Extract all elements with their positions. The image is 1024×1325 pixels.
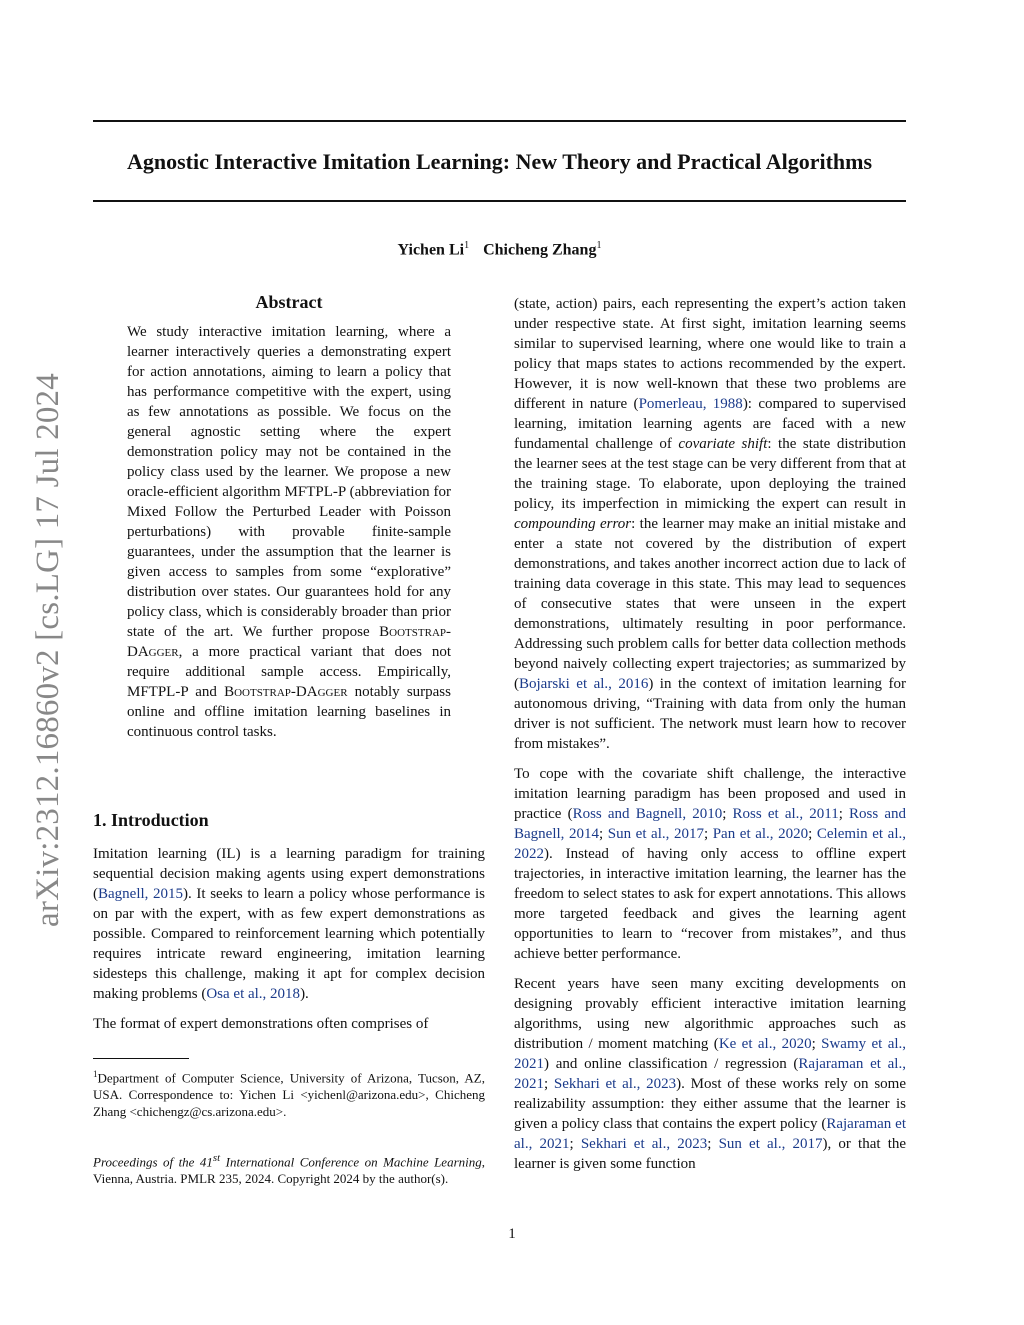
citation-link[interactable]: Bojarski et al., 2016	[519, 676, 649, 692]
citation-link[interactable]: Swamy et al., 2021	[514, 1036, 907, 1072]
citation-link[interactable]: Bagnell, 2015	[98, 886, 184, 902]
author-name: Chicheng Zhang	[483, 241, 597, 259]
citation-link[interactable]: Celemin et al., 2022	[514, 826, 906, 862]
citation-link[interactable]: Pan et al., 2020	[712, 826, 809, 842]
paragraph: The format of expert demonstrations often comprises of	[93, 1016, 429, 1032]
citation-link[interactable]: Osa et al., 2018	[206, 986, 301, 1002]
abstract-section	[93, 290, 485, 742]
title-rule-top	[93, 120, 906, 122]
citation-link[interactable]: Ross and Bagnell, 2010	[572, 806, 723, 822]
author-affiliation-mark: 1	[464, 240, 470, 251]
citation-link[interactable]: Sekhari et al., 2023	[580, 1136, 708, 1152]
proceedings-note: Proceedings of the 41st International Conference on Machine Learning, Vienna, Austria. PMLR 235, 2024. Copyright 2024 by the author(s).	[93, 1152, 485, 1187]
algorithm-name: Bootstrap-DAgger	[127, 624, 451, 660]
title-rule-bottom	[93, 200, 906, 202]
citation-link[interactable]: Sun et al., 2017	[718, 1136, 823, 1152]
paragraph: To cope with the covariate shift challenge, the interactive imitation learning paradigm has been proposed and used in practice (Ross and Bagnell, 2010; Ross et al., 2011; Ross and Bagnell, 2014; Sun et al., 2017; Pan et al., 2020; Celemin et al., 2022). Instead of having only access to offline expert trajectories, in interactive imitation learning, the learner has the freedom to select states to ask for expert annotations. This allows more targeted feedback and gives the learning agent opportunities to learn to “recover from mistakes”, and thus achieve better performance.	[514, 766, 906, 962]
footnote-mark: 1	[93, 1069, 98, 1079]
citation-link[interactable]: Sekhari et al., 2023	[553, 1076, 677, 1092]
author-list	[93, 236, 906, 260]
citation-link[interactable]: Rajaraman et al., 2021	[514, 1116, 906, 1152]
citation-link[interactable]: Sun et al., 2017	[607, 826, 704, 842]
citation-link[interactable]: Rajaraman et al., 2021	[514, 1056, 906, 1092]
paragraph: (state, action) pairs, each representing the expert’s action taken under respective state. At first sight, imitation learning seems similar to supervised learning, where one would like to train a policy that maps states to actions recommended by the expert. However, it is now well-known that these two problems are different in nature (Pomerleau, 1988): compared to supervised learning, imitation learning agents are faced with a new fundamental challenge of covariate shift: the state distribution the learner sees at the test stage can be very different from that at the training stage. To elaborate, upon deploying the trained policy, its imperfection in mimicking the expert can result in compounding error: the learner may make an initial mistake and enter a state not covered by the distribution of expert demonstrations, and takes another incorrect action due to lack of training data coverage in this state. This may lead to sequences of consecutive states that were unseen in the expert demonstrations, ultimately resulting in poor performance. Addressing such problem calls for better data collection methods beyond naively collecting expert trajectories; as summarized by (Bojarski et al., 2016) in the context of imitation learning for autonomous driving, “Training with data from only the human driver is not sufficient. The network must learn how to recover from mistakes”.	[514, 296, 907, 752]
citation-link[interactable]: Ross et al., 2011	[732, 806, 839, 822]
paragraph: Imitation learning (IL) is a learning paradigm for training sequential decision making agents using expert demonstrations (Bagnell, 2015). It seeks to learn a policy whose performance is on par with the expert, with as few expert demonstrations as possible. Compared to reinforcement learning which potentially requires intricate reward engineering, imitation learning sidesteps this challenge, making it apt for complex decision making problems (Osa et al., 2018).	[93, 846, 486, 1002]
footnote-divider	[93, 1058, 189, 1059]
introduction-section	[93, 808, 485, 1044]
paper-title: Agnostic Interactive Imitation Learning: New Theory and Practical Algorithms	[126, 149, 873, 174]
citation-link[interactable]: Ke et al., 2020	[718, 1036, 812, 1052]
section-heading: 1. Introduction	[93, 810, 209, 830]
paragraph: Recent years have seen many exciting developments on designing provably efficient interactive imitation learning algorithms, using new algorithmic approaches such as distribution / moment matching (Ke et al., 2020; Swamy et al., 2021) and online classification / regression (Rajaraman et al., 2021; Sekhari et al., 2023). Most of these works rely on some realizability assumption: they either assume that the learner is given a policy class that contains the expert policy (Rajaraman et al., 2021; Sekhari et al., 2023; Sun et al., 2017), or that the learner is given some function	[514, 976, 907, 1172]
citation-link[interactable]: Pomerleau, 1988	[638, 396, 743, 412]
abstract-body: We study interactive imitation learning, where a learner interactively queries a demonstrating expert for action annotations, aiming to learn a policy that has performance competitive with the expert, using as few annotations as possible. We focus on the general agnostic setting where the expert demonstration policy may not be contained in the policy class used by the learner. We propose a new oracle-efficient algorithm MFTPL-P (abbreviation for Mixed Follow the Perturbed Leader with Poisson perturbations) with provable finite-sample guarantees, under the assumption that the learner is given access to samples from some “explorative” distribution over states. Our guarantees hold for any policy class, which is considerably broader than prior state of the art. We further propose Bootstrap-DAgger, a more practical variant that does not require additional sample access. Empirically, MFTPL-P and Bootstrap-DAgger notably surpass online and offline imitation learning baselines in continuous control tasks.	[127, 324, 451, 740]
page-number: 1	[508, 1226, 516, 1242]
abstract-heading: Abstract	[255, 292, 323, 312]
arxiv-identifier-stamp: arXiv:2312.16860v2 [cs.LG] 17 Jul 2024	[30, 373, 66, 927]
right-column	[514, 294, 906, 1184]
citation-link[interactable]: Ross and Bagnell, 2014	[514, 806, 906, 842]
algorithm-name: Bootstrap-DAgger	[224, 684, 348, 700]
affiliation-footnote: $^1$Department of Computer Science, University of Arizona, Tucson, AZ, USA. Correspondence to: Yichen Li <yichenl@arizona.edu>, Chicheng Zhang <chichengz@cs.arizona.edu>.	[93, 1069, 485, 1120]
author-name: Yichen Li	[397, 241, 465, 259]
author-affiliation-mark: 1	[596, 240, 602, 251]
